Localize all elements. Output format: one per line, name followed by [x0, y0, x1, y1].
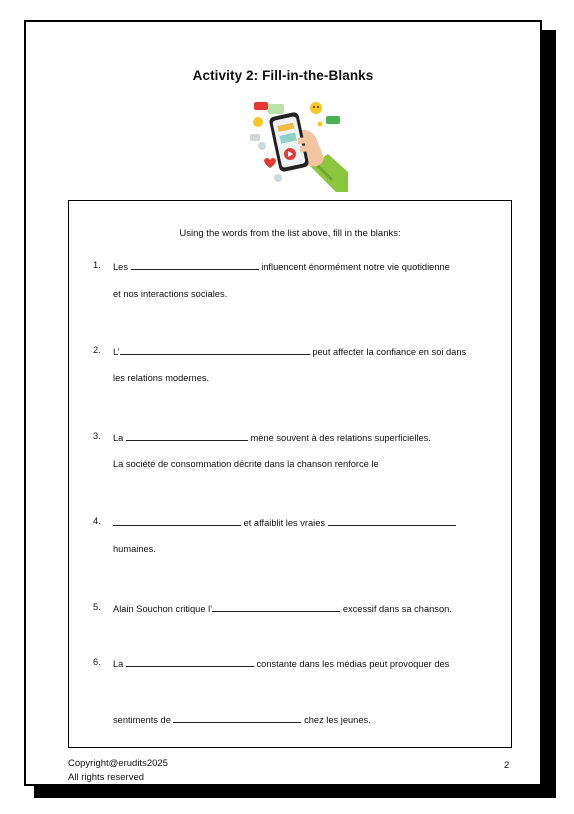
blank-field[interactable]	[113, 516, 241, 526]
item-1-line-1: Les influencent énormément notre vie quotidienne	[113, 262, 450, 272]
heart-icon	[264, 158, 276, 168]
item-6-line-2: sentiments de chez les jeunes.	[113, 715, 371, 725]
item-number: 5.	[93, 602, 101, 612]
item-1-line-2: et nos interactions sociales.	[113, 289, 228, 299]
blank-field[interactable]	[173, 713, 301, 723]
emoji-icon	[253, 117, 263, 127]
emoji-icon	[310, 102, 322, 114]
blank-field[interactable]	[126, 431, 248, 441]
blank-field[interactable]	[131, 260, 259, 270]
item-4-line-1: et affaiblit les vraies	[113, 516, 456, 528]
dot-icon	[318, 122, 323, 127]
activity-title: Activity 2: Fill-in-the-Blanks	[192, 68, 374, 83]
item-number: 4.	[93, 516, 101, 526]
item-number: 6.	[93, 657, 101, 667]
document-page	[24, 20, 542, 786]
chat-bubble-icon	[250, 134, 260, 141]
blank-field[interactable]	[212, 602, 340, 612]
page-number: 2	[504, 760, 510, 771]
item-number: 3.	[93, 431, 101, 441]
item-6-line-1: La constante dans les médias peut provoquer des	[113, 659, 450, 669]
dot-icon	[274, 174, 282, 182]
notification-bubble-icon	[254, 102, 268, 110]
blank-field[interactable]	[120, 345, 310, 355]
footer-copyright: Copyright@erudits2025	[68, 758, 168, 769]
exercise-box	[68, 200, 512, 748]
blank-field[interactable]	[328, 516, 456, 526]
item-2-line-1: L’ peut affecter la confiance en soi dans	[113, 347, 467, 357]
footer-rights: All rights reserved	[68, 772, 145, 783]
item-3-line-1: La mène souvent à des relations superficielles.	[113, 433, 431, 443]
item-5-line-1: Alain Souchon critique l’ excessif dans sa chanson.	[113, 604, 452, 614]
dot-icon	[258, 142, 266, 150]
item-2-line-2: les relations modernes.	[113, 373, 210, 383]
chart-bubble-icon	[268, 104, 284, 114]
item-number: 1.	[93, 260, 101, 270]
item-4-line-2: humaines.	[113, 544, 156, 554]
item-number: 2.	[93, 345, 101, 355]
message-bubble-icon	[326, 116, 340, 124]
blank-field[interactable]	[126, 657, 254, 667]
item-3-line-2: La société de consommation décrite dans la chanson renforce le	[113, 459, 379, 469]
instructions: Using the words from the list above, fill in the blanks:	[179, 228, 401, 239]
smartphone-in-hand-icon	[232, 94, 352, 192]
